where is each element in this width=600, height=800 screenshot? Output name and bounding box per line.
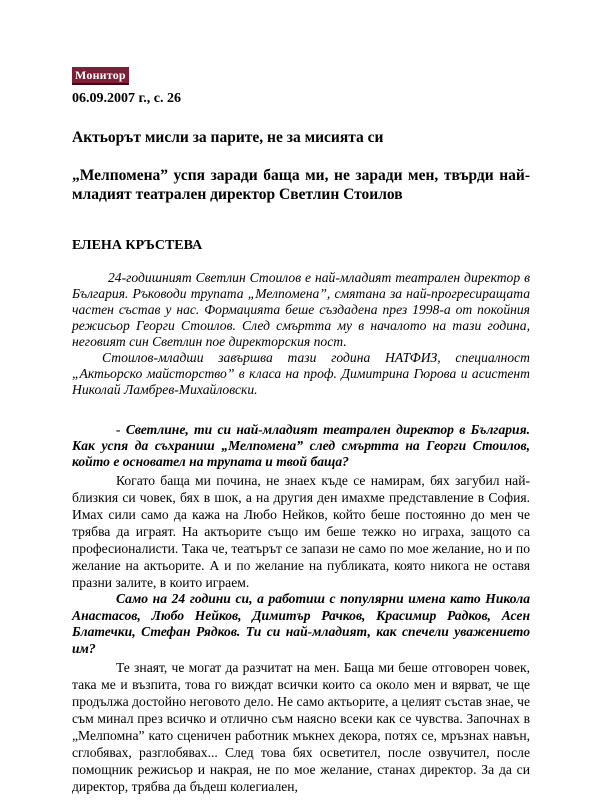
interview-answer: Те знаят, че могат да разчитат на мен. Баща ми беше отговорен човек, така ме и възпита, това го виждат всички които са около мен и вярват, че ще продължа достойно неговото дело. Не само актьорите, а целият състав знае, че съм минал през всичко и отлично съм наясно всеки как се чувства. Започнах в „Мелпомна” като сценичен работник мъкнех декора, потях се, мръзнах навън, сглобявах, разглобявах... След това бях осветител, после озвучител, после помощник режисьор и накрая, не по мое желание, станах директор. За да си директор, трябва да бъдеш колегиален, <box>72 660 530 794</box>
newspaper-logo: Монитор <box>72 67 129 85</box>
interview-answer: Когато баща ми почина, не знаех къде се намирам, бях загубил най-близкия си човек, бях в шок, а на другия ден имахме представление в София. Имах сили само да кажа на Любо Нейков, който беше постоянно до мен че трябва да играят. На актьорите също им беше тежко но играха, защото са професионалисти. Така че, театърът се запази не само по мое желание, но и по желание на актьорите. А и по желание на публиката, която никога не оставя празни залите, в които играем. <box>72 473 530 590</box>
lead-paragraph: Стоилов-младши завършва тази година НАТФИЗ, специалност „Актьорско майсторство” в класа на проф. Димитрина Гюрова и асистент Николай Ламбрев-Михайловски. <box>72 350 530 397</box>
interview-question: Само на 24 години си, а работиш с популярни имена като Никола Анастасов, Любо Нейков, Димитър Рачков, Красимир Радков, Асен Блатечки, Стефан Рядков. Ти си най-младият, как спечели уважението им? <box>72 591 530 656</box>
article-page <box>72 66 530 795</box>
subheadline: „Мелпомена” успя заради баща ми, не заради мен, твърди най-младият театрален директор Светлин Стоилов <box>72 167 530 203</box>
headline: Актьорът мисли за парите, не за мисията си <box>72 129 384 146</box>
author-byline: ЕЛЕНА КРЪСТЕВА <box>72 238 203 253</box>
lead-section <box>72 270 530 398</box>
interview-question: - Светлине, ти си най-младият театрален директор в България. Как успя да съхраниш „Мелпомена” след смъртта на Георги Стоилов, който е основател на трупата и твой баща? <box>72 422 530 469</box>
date-line: 06.09.2007 г., с. 26 <box>72 91 181 106</box>
lead-paragraph: 24-годишният Светлин Стоилов е най-младият театрален директор в България. Ръководи трупата „Мелпомена”, смятана за най-прогресиращата частен състав у нас. Формацията беше създадена през 1998-а от покойния режисьор Георги Стоилов. След смъртта му в началото на тази година, неговият син Светлин пое директорския пост. <box>72 270 530 349</box>
